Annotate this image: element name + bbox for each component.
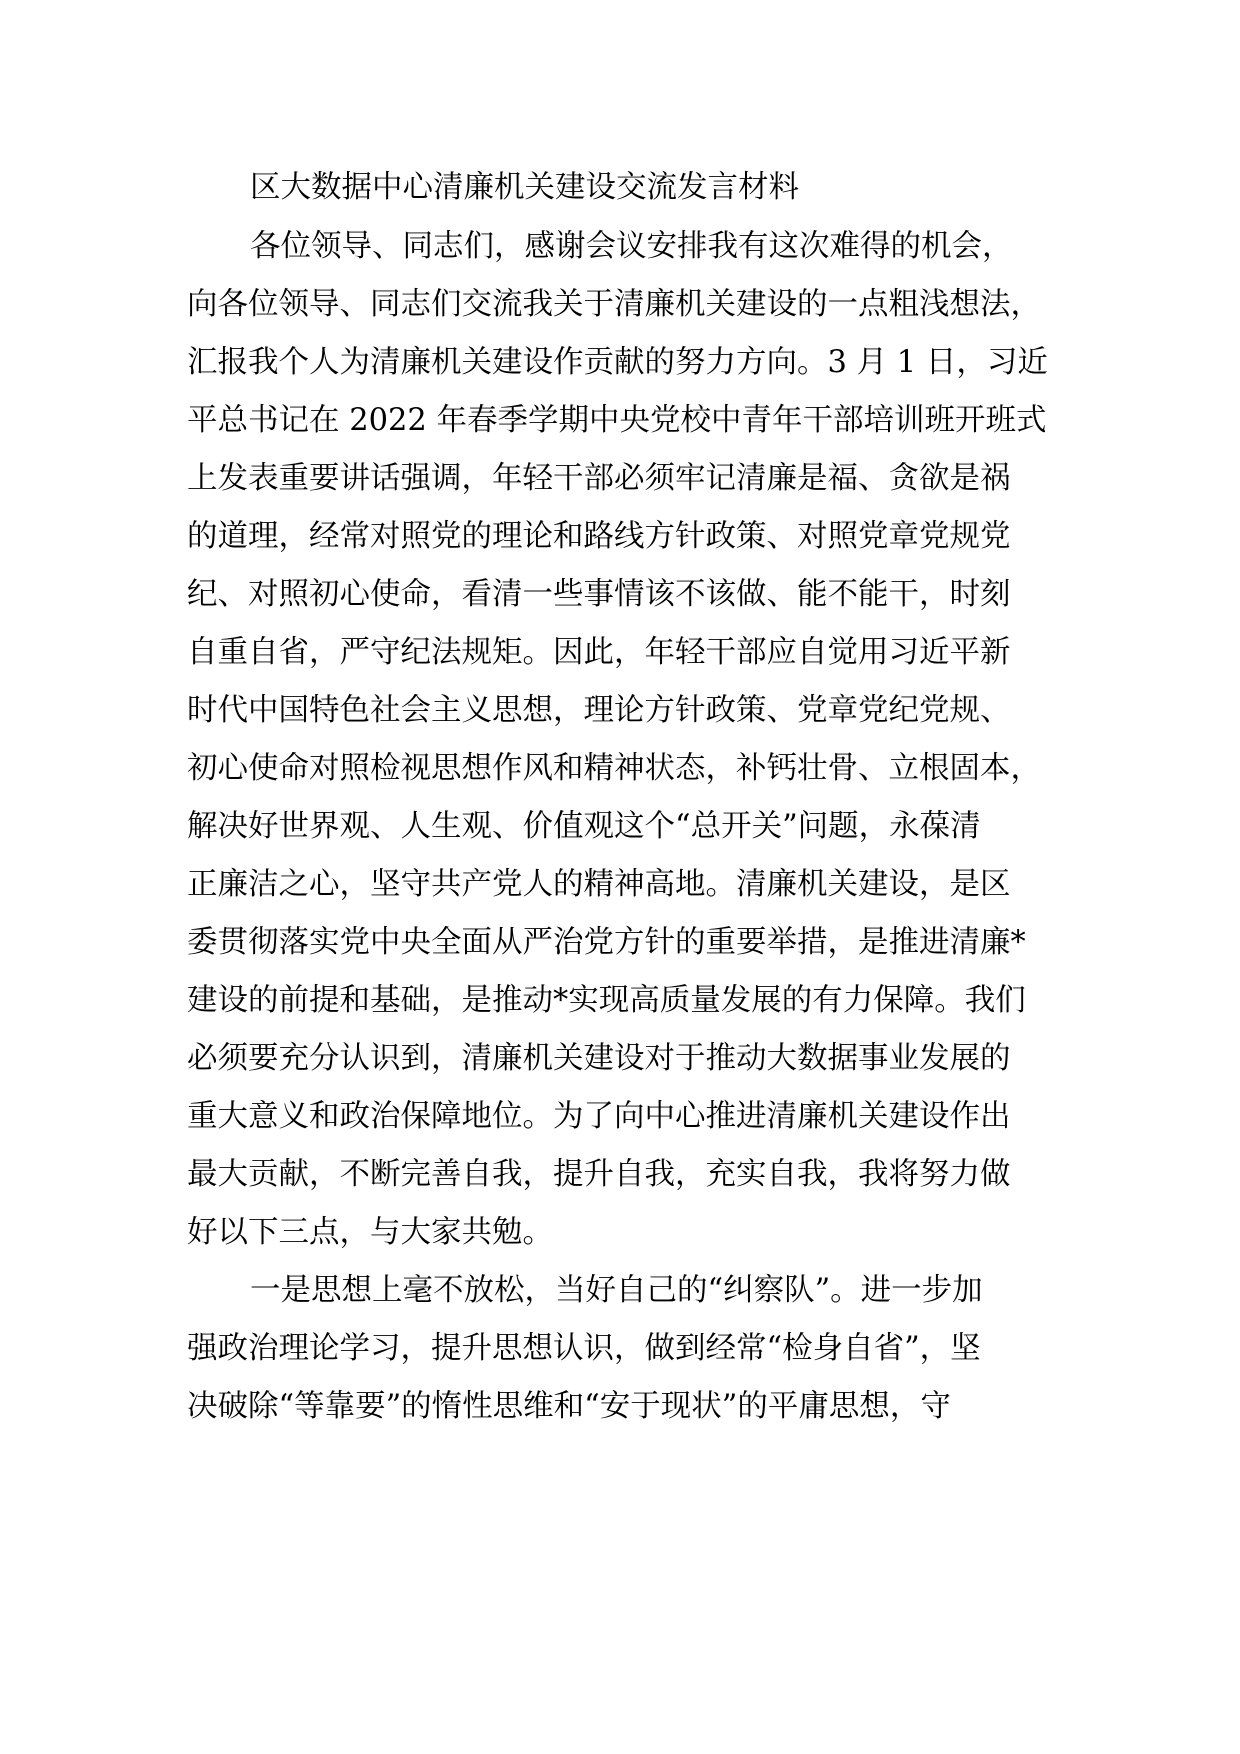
- paragraph-line: 的道理，经常对照党的理论和路线方针政策、对照党章党规党: [187, 519, 1011, 554]
- paragraph-line: 正廉洁之心，坚守共产党人的精神高地。清廉机关建设，是区: [187, 867, 1011, 902]
- paragraph-line: 决破除“等靠要”的惰性思维和“安于现状”的平庸思想，守: [187, 1389, 951, 1424]
- paragraph-line: 好以下三点，与大家共勉。: [187, 1215, 553, 1250]
- paragraph-line: 解决好世界观、人生观、价值观这个“总开关”问题，永葆清: [187, 809, 981, 844]
- paragraph-line: 建设的前提和基础，是推动*实现高质量发展的有力保障。我们: [187, 983, 1026, 1018]
- paragraph-line: 各位领导、同志们，感谢会议安排我有这次难得的机会，: [250, 229, 1013, 264]
- paragraph-line: 平总书记在 2022 年春季学期中央党校中青年干部培训班开班式: [187, 403, 1047, 438]
- document-title: 区大数据中心清廉机关建设交流发言材料: [250, 170, 799, 205]
- paragraph-line: 向各位领导、同志们交流我关于清廉机关建设的一点粗浅想法，: [187, 287, 1041, 322]
- paragraph-line: 重大意义和政治保障地位。为了向中心推进清廉机关建设作出: [187, 1099, 1011, 1134]
- paragraph-line: 一是思想上毫不放松，当好自己的“纠察队”。进一步加: [250, 1273, 983, 1308]
- paragraph-line: 初心使命对照检视思想作风和精神状态，补钙壮骨、立根固本，: [187, 751, 1041, 786]
- paragraph-line: 必须要充分认识到，清廉机关建设对于推动大数据事业发展的: [187, 1041, 1011, 1076]
- paragraph-line: 纪、对照初心使命，看清一些事情该不该做、能不能干，时刻: [187, 577, 1011, 612]
- paragraph-line: 时代中国特色社会主义思想，理论方针政策、党章党纪党规、: [187, 693, 1011, 728]
- paragraph-line: 自重自省，严守纪法规矩。因此，年轻干部应自觉用习近平新: [187, 635, 1011, 670]
- paragraph-line: 汇报我个人为清廉机关建设作贡献的努力方向。3 月 1 日，习近: [187, 345, 1048, 380]
- paragraph-line: 上发表重要讲话强调，年轻干部必须牢记清廉是福、贪欲是祸: [187, 461, 1011, 496]
- paragraph-line: 最大贡献，不断完善自我，提升自我，充实自我，我将努力做: [187, 1157, 1011, 1192]
- paragraph-line: 强政治理论学习，提升思想认识，做到经常“检身自省”，坚: [187, 1331, 981, 1366]
- paragraph-line: 委贯彻落实党中央全面从严治党方针的重要举措，是推进清廉*: [187, 925, 1026, 960]
